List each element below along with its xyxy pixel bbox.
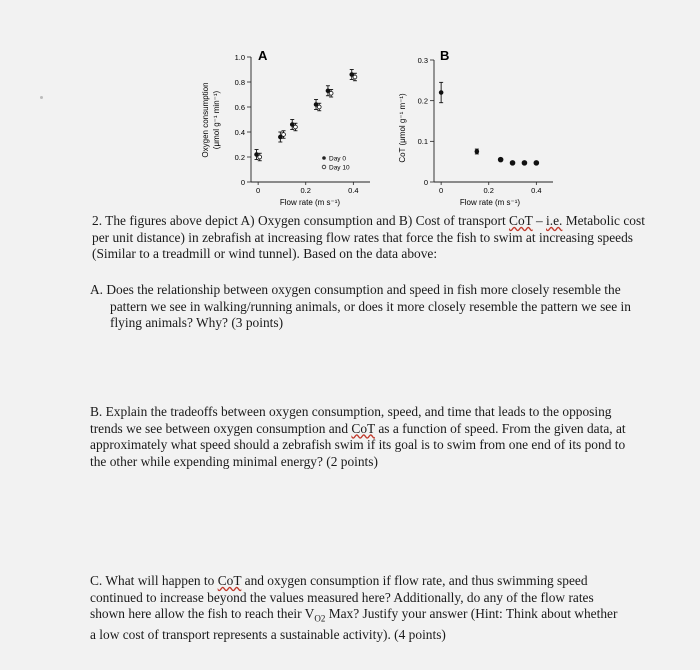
question-c	[90, 573, 625, 644]
chart-a-ylabel-line1: Oxygen consumption	[201, 82, 210, 158]
chart-b-point-cot	[498, 157, 503, 162]
qc-text-c: Max? Justify your answer (Hint: Think about whether a low cost of transport represents a sustainable activity). (4 points)	[90, 606, 618, 643]
legend-label-day10: Day 10	[329, 164, 350, 172]
qc-cot: CoT	[217, 573, 242, 588]
chart-a-point-day-10	[329, 91, 333, 95]
chart-a-point-day-10	[353, 75, 357, 79]
legend-label-day0: Day 0	[329, 155, 346, 163]
chart-a-xtick-label: 0.2	[300, 186, 311, 195]
chart-b-ylabel: CoT (μmol g⁻¹ m⁻¹)	[398, 93, 407, 163]
chart-b-title: B	[440, 48, 450, 63]
qb-text-a: B. Explain the tradeoffs between oxygen consumption, speed, and time that leads to the opposing trends we see between oxygen consumption and	[90, 404, 612, 436]
chart-a-ytick-label: 0.2	[234, 152, 245, 162]
qb-cot: CoT	[351, 420, 375, 436]
chart-a-xlabel: Flow rate (m s⁻¹)	[279, 198, 341, 207]
chart-a-ytick-label: 0.4	[234, 127, 245, 137]
q2-text-a: 2. The figures above depict A) Oxygen consumption and B) Cost of transport	[92, 213, 510, 228]
qc-sub: O2	[314, 613, 326, 624]
chart-a-ylabel-line2: (μmol g⁻¹ min⁻¹)	[212, 90, 221, 150]
q2-text-b: –	[532, 213, 546, 228]
chart-b-point-cot	[510, 160, 515, 165]
chart-a-point-day-10	[317, 105, 321, 109]
question-a: A. Does the relationship between oxygen consumption and speed in fish more closely resemble the pattern we see in walking/running animals, or does it more closely resemble the pattern we see in flying animals? Why? (3 points)	[90, 282, 631, 330]
qb-text-b: as a function of speed. From the given data, at approximately what speed should a zebrafish swim if its goal is to swim from one end of its pond to the other while expending minimal energy? (2 points)	[90, 420, 626, 469]
chart-a-ytick-label: 0.8	[234, 77, 245, 87]
chart-b-xtick-label: 0.4	[531, 186, 542, 195]
chart-a-ytick-label: 0	[240, 177, 245, 187]
chart-b-point-cot	[522, 160, 527, 165]
chart-a-point-day-10	[258, 155, 262, 159]
chart-a-ytick-label: 1.0	[234, 52, 245, 62]
chart-b-ytick-label: 0	[423, 177, 428, 187]
chart-a-point-day-10	[282, 133, 286, 137]
chart-a-title: A	[258, 48, 268, 63]
chart-a	[201, 48, 370, 207]
chart-b-ytick-label: 0.2	[417, 96, 428, 106]
figures	[0, 0, 700, 215]
chart-b-ytick-label: 0.1	[417, 137, 428, 147]
q2-text-c: Metabolic cost per unit distance) in zebrafish at increasing flow rates that force the fish to swim at increasing speeds (Similar to a treadmill or wind tunnel). Based on the data above:	[92, 213, 645, 261]
qc-text-a: C. What will happen to	[90, 573, 218, 588]
chart-a-point-day-10	[294, 125, 298, 129]
chart-a-ytick-label: 0.6	[234, 102, 245, 112]
chart-a-xtick-label: 0.4	[348, 186, 359, 195]
chart-b-point-cot	[534, 160, 539, 165]
page-speck	[40, 96, 43, 99]
question-b	[90, 404, 635, 470]
q2-ie: i.e.	[546, 213, 563, 228]
qc-text-b: and oxygen consumption if flow rate, and thus swimming speed continued to increase beyond the values measured here? Additionally, do any of the flow rates shown here allow the fish to reach their V	[90, 573, 594, 621]
chart-b-point-cot	[475, 150, 479, 154]
question-2	[92, 213, 652, 263]
legend-marker-day10	[322, 165, 326, 169]
chart-b-xtick-label: 0	[439, 186, 444, 195]
chart-b-point-cot	[439, 91, 443, 95]
chart-b-ytick-label: 0.3	[417, 55, 428, 65]
chart-b-xtick-label: 0.2	[483, 186, 494, 195]
legend-marker-day0	[322, 156, 326, 160]
chart-a-xtick-label: 0	[256, 186, 261, 195]
chart-b	[398, 48, 553, 207]
chart-a-legend	[322, 156, 350, 172]
chart-b-xlabel: Flow rate (m s⁻¹)	[459, 198, 521, 207]
q2-cot: CoT	[509, 213, 533, 228]
